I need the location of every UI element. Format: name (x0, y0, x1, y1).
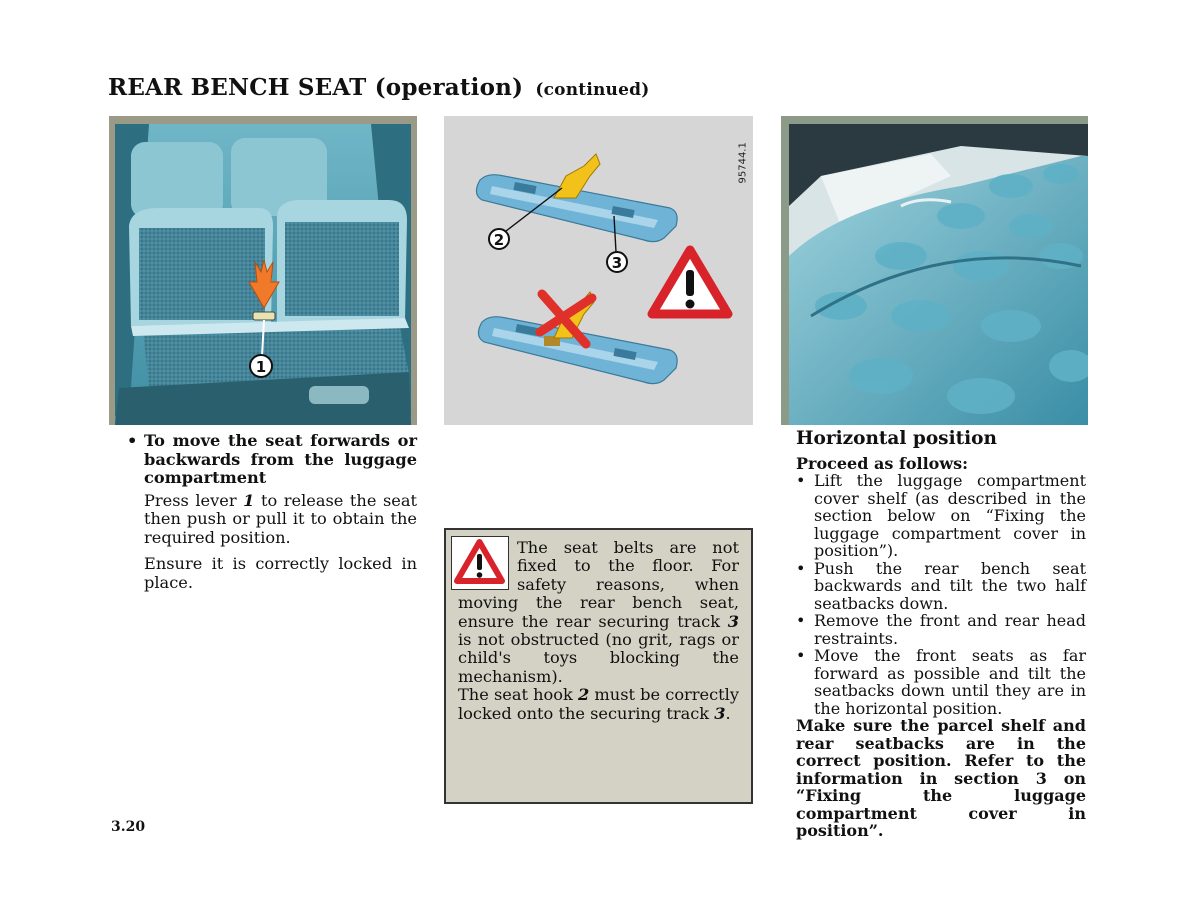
warning-text-4: must be correctly locked onto the securing track (458, 685, 740, 723)
warning-text-5: . (725, 703, 731, 723)
list-item (796, 647, 1086, 717)
warning-box (444, 528, 753, 804)
callout-2-label: 2 (493, 231, 505, 249)
list-item (796, 612, 1086, 647)
warning-ref-2: 2 (578, 685, 590, 705)
list-item (796, 472, 1086, 560)
figure-reference-code (735, 126, 749, 186)
horizontal-position-illustration (781, 116, 1088, 425)
title-main: REAR BENCH SEAT (operation) (108, 74, 524, 101)
callout-1-label: 1 (255, 358, 267, 376)
list-item (796, 560, 1086, 613)
callouts-2-3 (444, 116, 753, 425)
step-text: Lift the luggage compartment cover shelf (as described in the section below on “Fixing the luggage compartment cover in position”). (814, 471, 1086, 560)
step-text: Remove the front and rear head restraints. (814, 611, 1086, 648)
bullet-marker: • (796, 646, 806, 665)
bullet-marker: • (796, 558, 806, 578)
bold-note: Make sure the parcel shelf and rear seatbacks are in the correct position. Refer to the information in section 3 on “Fixing the luggage compartment cover in position”. (796, 716, 1086, 840)
figure-seat-hook-track (444, 116, 753, 425)
warning-text-3: The seat hook (458, 685, 579, 705)
para1-ref-1: 1 (243, 490, 255, 510)
para1-text-a: Press lever (144, 490, 244, 510)
bullet-marker: • (796, 611, 806, 630)
left-text-column (127, 432, 417, 600)
bullet-marker: • (127, 431, 138, 450)
left-paragraph-2: Ensure it is correctly locked in place. (144, 554, 417, 592)
left-heading-text: To move the seat forwards or backwards from the luggage compartment (144, 431, 417, 487)
callout-1 (109, 116, 417, 425)
step-text: Move the front seats as far forward as possible and tilt the seatbacks down until they are in the horizontal position. (814, 646, 1086, 718)
warning-text-2: is not obstructed (no grit, rags or child's toys blocking the mechanism). (458, 630, 739, 686)
proceed-label: Proceed as follows: (796, 453, 969, 473)
left-bullet-heading (127, 432, 417, 488)
page-title (108, 74, 649, 101)
section-heading: Horizontal position (796, 428, 997, 449)
figure-luggage-compartment (109, 116, 417, 425)
warning-triangle-icon (451, 536, 509, 590)
para1-text-b: to release the seat then push or pull it to obtain the required position. (144, 490, 417, 547)
warning-paragraph-2 (458, 686, 739, 723)
title-continued: (continued) (535, 80, 650, 100)
page-number: 3.20 (111, 819, 146, 835)
step-text: Push the rear bench seat backwards and tilt the two half seatbacks down. (814, 558, 1086, 613)
left-paragraph-1 (144, 492, 417, 548)
steps-list (796, 472, 1086, 717)
warning-text-1: The seat belts are not fixed to the floor. For safety reasons, when moving the rear bench seat, ensure the rear securing track (458, 538, 739, 631)
callout-3-label: 3 (611, 254, 623, 272)
right-text-column (796, 430, 1086, 840)
warning-ref-3b: 3 (714, 703, 726, 723)
figure-code-text: 95744.1 (737, 142, 749, 184)
bullet-marker: • (796, 471, 806, 490)
figure-horizontal-position (781, 116, 1088, 425)
warning-ref-3: 3 (727, 611, 739, 631)
